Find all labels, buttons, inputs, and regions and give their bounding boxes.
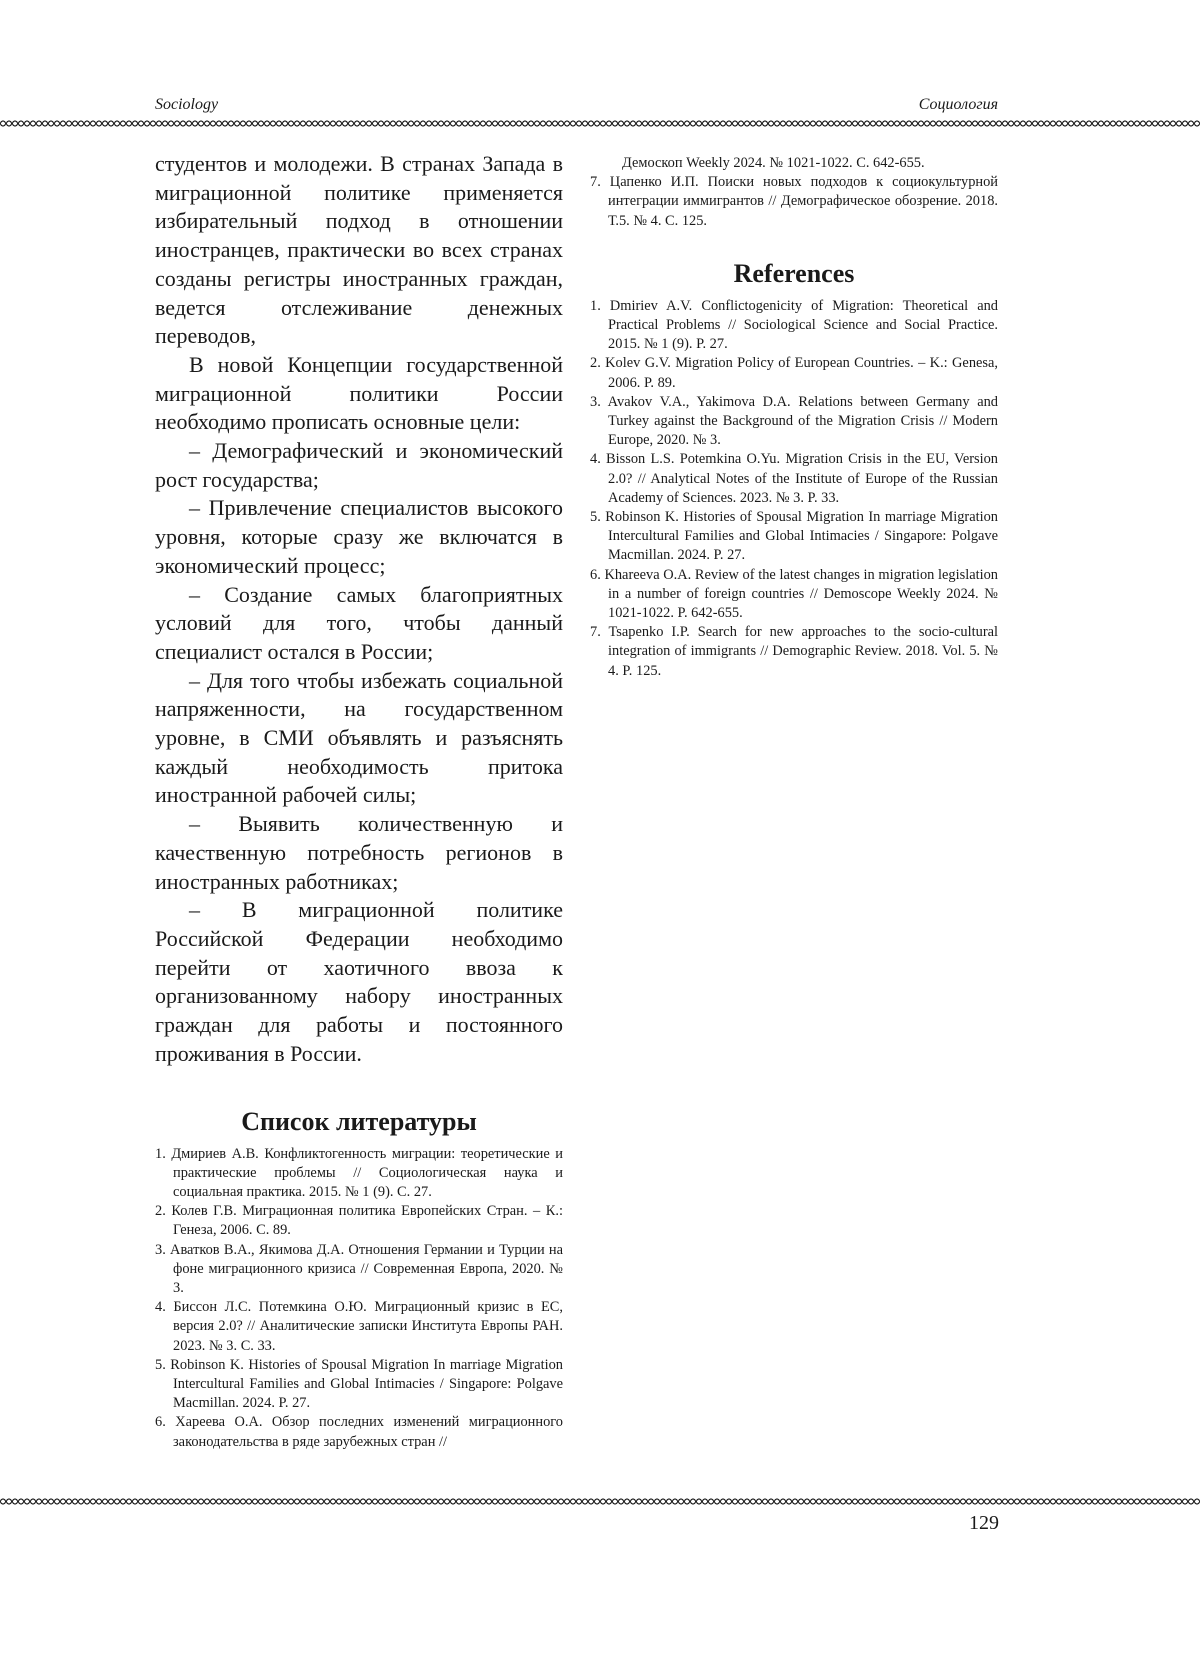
reference-item: 5. Robinson K. Histories of Spousal Migration In marriage Migration Intercultural Families and Global Intimacies / Singapore: Polgave Macmillan. 2024. P. 27. xyxy=(155,1356,563,1412)
reference-continuation: Демоскоп Weekly 2024. № 1021-1022. С. 642-655. xyxy=(622,155,925,171)
bottom-ornamental-border xyxy=(0,1497,1200,1506)
reference-item: 2. Kolev G.V. Migration Policy of European Countries. – K.: Genesa, 2006. P. 89. xyxy=(590,355,998,391)
reference-item: 3. Avakov V.A., Yakimova D.A. Relations between Germany and Turkey against the Background of the Migration Crisis // Modern Europe, 2020. № 3. xyxy=(590,393,998,449)
goal-item: – Создание самых благоприятных условий для того, чтобы данный специалист остался в России; xyxy=(155,581,563,664)
reference-item: 1. Дмириев А.В. Конфликтогенность миграции: теоретические и практические проблемы // Социологическая наука и социальная практика. 2015. № 1 (9). С. 27. xyxy=(155,1145,563,1200)
goal-item: – Для того чтобы избежать социальной напряженности, на государственном уровне, в СМИ объявлять и разъяснять каждый необходимость притока иностранной рабочей силы; xyxy=(155,667,563,808)
running-header xyxy=(155,96,998,118)
reference-item: 4. Биссон Л.С. Потемкина О.Ю. Миграционный кризис в ЕС, версия 2.0? // Аналитические записки Института Европы РАН. 2023. № 3. С. 33. xyxy=(155,1299,563,1354)
right-column xyxy=(590,154,998,681)
goal-item: – Привлечение специалистов высокого уровня, которые сразу же включатся в экономический процесс; xyxy=(155,495,563,578)
ru-references-heading: Список литературы xyxy=(241,1106,477,1136)
goal-item: – В миграционной политике Российской Федерации необходимо перейти от хаотичного ввоза к организованному набору иностранных граждан для работы и постоянного проживания в России. xyxy=(155,897,563,1066)
en-references-heading: References xyxy=(733,258,855,288)
body-text xyxy=(155,150,563,1069)
top-ornamental-border xyxy=(0,119,1200,128)
reference-item: 7. Цапенко И.П. Поиски новых подходов к социокультурной интеграции иммигрантов // Демографическое обозрение. 2018. Т.5. № 4. С. 125. xyxy=(590,174,998,229)
reference-item: 2. Колев Г.В. Миграционная политика Европейских Стран. – К.: Генеза, 2006. С. 89. xyxy=(155,1203,563,1239)
page-number: 129 xyxy=(969,1512,999,1534)
body-paragraph: студентов и молодежи. В странах Запада в миграционной политике применяется избирательный подход в отношении иностранцев, практически во всех странах созданы регистры иностранных граждан, ведется отслеживание денежных переводов, xyxy=(155,151,563,349)
reference-item: 7. Tsapenko I.P. Search for new approaches to the socio-cultural integration of immigrants // Demographic Review. 2018. Vol. 5. № 4. P. 125. xyxy=(590,624,998,679)
reference-item: 6. Хареева О.А. Обзор последних изменений миграционного законодательства в ряде зарубежных стран // xyxy=(155,1414,563,1450)
reference-item: 5. Robinson K. Histories of Spousal Migration In marriage Migration Intercultural Families and Global Intimacies / Singapore: Polgave Macmillan. 2024. P. 27. xyxy=(590,509,998,564)
left-column xyxy=(155,150,563,1452)
ru-references-list-continued xyxy=(590,173,998,231)
reference-item: 3. Аватков В.А., Якимова Д.А. Отношения Германии и Турции на фоне миграционного кризиса // Современная Европа, 2020. № 3. xyxy=(155,1241,563,1296)
reference-item: 6. Khareeva O.A. Review of the latest changes in migration legislation in a number of foreign countries // Demoscope Weekly 2024. № 1021-1022. P. 642-655. xyxy=(590,566,998,622)
header-left-title: Sociology xyxy=(155,96,219,113)
goal-item: – Выявить количественную и качественную потребность регионов в иностранных работниках; xyxy=(155,811,563,894)
ru-references-list xyxy=(155,1145,563,1452)
reference-item: 1. Dmiriev A.V. Conflictogenicity of Migration: Theoretical and Practical Problems // Sociological Science and Social Practice. 2015. № 1 (9). P. 27. xyxy=(590,297,998,353)
reference-item: 4. Bisson L.S. Potemkina O.Yu. Migration Crisis in the EU, Version 2.0? // Analytical Notes of the Institute of Europe of the Russian Academy of Sciences. 2023. № 3. P. 33. xyxy=(590,451,998,506)
en-references-list xyxy=(590,297,998,681)
header-right-title: Социология xyxy=(918,96,998,113)
goal-item: – Демографический и экономический рост государства; xyxy=(155,438,563,492)
body-paragraph: В новой Концепции государственной миграционной политики России необходимо прописать основные цели: xyxy=(155,351,563,435)
